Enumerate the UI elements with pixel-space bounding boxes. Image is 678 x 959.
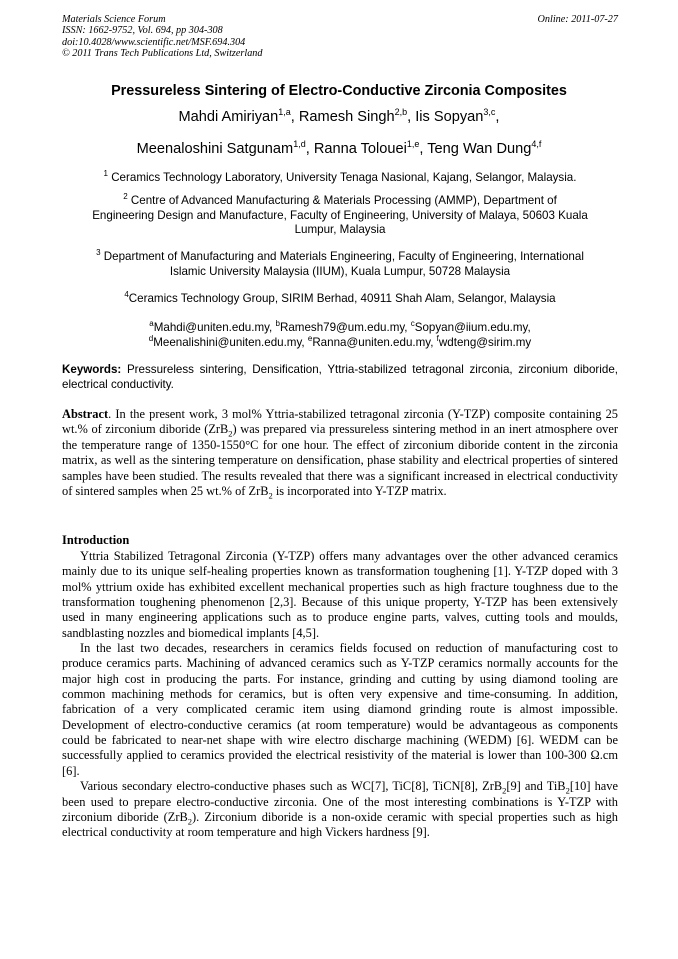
affiliation-4 (62, 292, 618, 307)
keywords-label: Keywords: (62, 363, 122, 376)
doi-line: doi:10.4028/www.scientific.net/MSF.694.304 (62, 36, 246, 48)
author-name: Teng Wan Dung (427, 141, 532, 157)
journal-name: Materials Science Forum (62, 14, 166, 25)
paragraph-text: [9] and TiB (506, 779, 566, 794)
affiliation-number: 4 (124, 290, 129, 300)
author-sup: 4,f (531, 139, 542, 150)
affiliation-3 (62, 250, 618, 279)
email-address: Mahdi@uniten.edu.my, (153, 321, 273, 334)
email-sup: f (436, 333, 439, 343)
email-address: Sopyan@iium.edu.my, (414, 321, 531, 334)
paragraph-text: [10] have been used to prepare electro-conductive zirconia. One of the most interesting combinations is Y-TZP with zirconium diboride (ZrB (62, 779, 618, 824)
author-name: Ranna Tolouei (313, 141, 407, 157)
subscript: 2 (565, 785, 570, 796)
author-line-1: Mahdi Amiriyan$^{1,a}$, Ramesh Singh$^{2,b}$, Iis Sopyan$^{3,c}$, (178, 107, 500, 125)
author-sup: 1,e (406, 139, 420, 150)
abstract-label: Abstract (62, 407, 109, 421)
paragraph-text: Various secondary electro-conductive phases such as WC[7], TiC[8], TiCN[8], ZrB (80, 779, 503, 794)
author-name: Iis Sopyan (415, 109, 484, 125)
keywords-text: Pressureless sintering, Densification, Yttria-stabilized tetragonal zirconia, zirconium diboride, electrical conductivity. (62, 363, 618, 391)
abstract-text: ) was prepared via pressureless sintering method in an inert atmosphere over the temperature range of 1350-1550°C for one hour. The effect of zirconium diboride content in the zirconia matrix, as well as the sintering temperature on densification, phase stability and electrical properties of sintered samples have been studied. The results revealed that there was a significant increased in electrical conductivity of sintered samples when 25 wt.% of ZrB (62, 422, 618, 499)
abstract-text: is incorporated into Y-TZP matrix. (272, 484, 447, 499)
affiliation-text: Ceramics Technology Laboratory, University Tenaga Nasional, Kajang, Selangor, Malaysia. (111, 171, 577, 184)
subscript: 2 (502, 785, 507, 796)
affiliation-text: Islamic University Malaysia (IIUM), Kuala Lumpur, 50728 Malaysia (169, 264, 511, 278)
author-sup: 2,b (394, 107, 408, 118)
affiliation-number: 1 (103, 169, 108, 179)
email-sup: c (410, 319, 415, 329)
affiliation-number: 2 (123, 192, 128, 202)
paragraph-text: ). Zirconium diboride is a non-oxide ceramic with special properties such as high electrical conductivity at room temperature and high Vickers hardness [9]. (62, 809, 618, 840)
paragraph: In the last two decades, researchers in ceramics fields focused on reduction of manufacturing cost to produce ceramics parts. Machining of advanced ceramics such as Y-TZP ceramics normally accounts for the major high cost in producing the parts. For instance, grinding and cutting by using diamond tooling are common machining methods for ceramics, but is often very expensive and time-consuming. In addition, fabrication of a very complicated ceramic item using diamond grinding route is almost impossible. Development of electro-conductive ceramics (at room temperature) would be advantageous as components could be fabricated to near-net shape with wire electro discharge machining (WEDM) [6]. WEDM can be successfully applied to ceramics provided the electrical resistivity of the material is lower than 100-300 Ω.cm [6]. (62, 641, 618, 778)
affiliation-text: Engineering Design and Manufacture, Faculty of Engineering, University of Malaya, 50603 Kuala (92, 208, 588, 222)
author-name: Mahdi Amiriyan (178, 109, 279, 125)
section-heading-introduction: Introduction (62, 533, 130, 547)
author-sup: 1,d (293, 139, 306, 150)
affiliation-text: Ceramics Technology Group, SIRIM Berhad, 40911 Shah Alam, Selangor, Malaysia (128, 292, 556, 305)
issn-line: ISSN: 1662-9752, Vol. 694, pp 304-308 (62, 25, 223, 37)
abstract-text: . In the present work, 3 mol% Yttria-stabilized tetragonal zirconia (Y-TZP) composite containing 25 wt.% of zirconium diboride (ZrB (62, 407, 618, 437)
copyright-line: © 2011 Trans Tech Publications Ltd, Switzerland (62, 48, 263, 60)
email-sup: b (275, 319, 280, 329)
subscript: 2 (187, 816, 193, 827)
subscript: 2 (228, 428, 233, 439)
author-name: Meenaloshini Satgunam (136, 141, 294, 157)
affiliation-number: 3 (96, 248, 101, 258)
email-sup: e (307, 333, 313, 343)
paper-title: Pressureless Sintering of Electro-Conductive Zirconia Composites (111, 83, 567, 99)
affiliation-2 (52, 194, 628, 238)
affiliation-1 (62, 171, 618, 186)
author-line-2: Meenaloshini Satgunam$^{1,d}$, Ranna Tolouei$^{1,e}$, Teng Wan Dung$^{4,f}$ (136, 139, 542, 157)
email-address: Ranna@uniten.edu.my, (312, 335, 434, 349)
online-date: Online: 2011-07-27 (537, 14, 618, 25)
paragraph: Yttria Stabilized Tetragonal Zirconia (Y-TZP) offers many advantages over the other advanced ceramics mainly due to its unique self-healing properties known as transformation toughening [1]. Y-TZP doped with 3 mol% yttrium oxide has exhibited excellent mechanical properties such as high fracture toughness due to the transformation toughening phenomenon [2,3]. Because of this unique property, Y-TZP has been extensively used in many engineering applications such as to produce engine parts, valves, cutting tools and moulds, sandblasting nozzles and biomedical implants [4,5]. (62, 549, 618, 640)
affiliation-text: Centre of Advanced Manufacturing & Materials Processing (AMMP), Department of (130, 194, 557, 207)
author-sup: 1,a (278, 107, 291, 118)
journal-header (62, 14, 618, 60)
email-sup: d (148, 333, 154, 343)
keywords-block (62, 363, 618, 392)
affiliation-text: Lumpur, Malaysia (294, 223, 386, 237)
introduction-body (62, 549, 618, 841)
email-address: Ramesh79@um.edu.my, (279, 321, 408, 334)
email-sup: a (149, 319, 154, 329)
abstract-block (62, 407, 618, 499)
email-list (62, 321, 618, 350)
paragraph (62, 779, 618, 840)
affiliation-text: Department of Manufacturing and Materials Engineering, Faculty of Engineering, International (103, 250, 584, 263)
author-sup: 3,c (483, 107, 496, 118)
email-address: wdteng@sirim.my (438, 335, 532, 349)
author-name: Ramesh Singh (298, 109, 395, 125)
email-address: Meenalishini@uniten.edu.my, (153, 335, 305, 349)
subscript: 2 (268, 490, 273, 501)
